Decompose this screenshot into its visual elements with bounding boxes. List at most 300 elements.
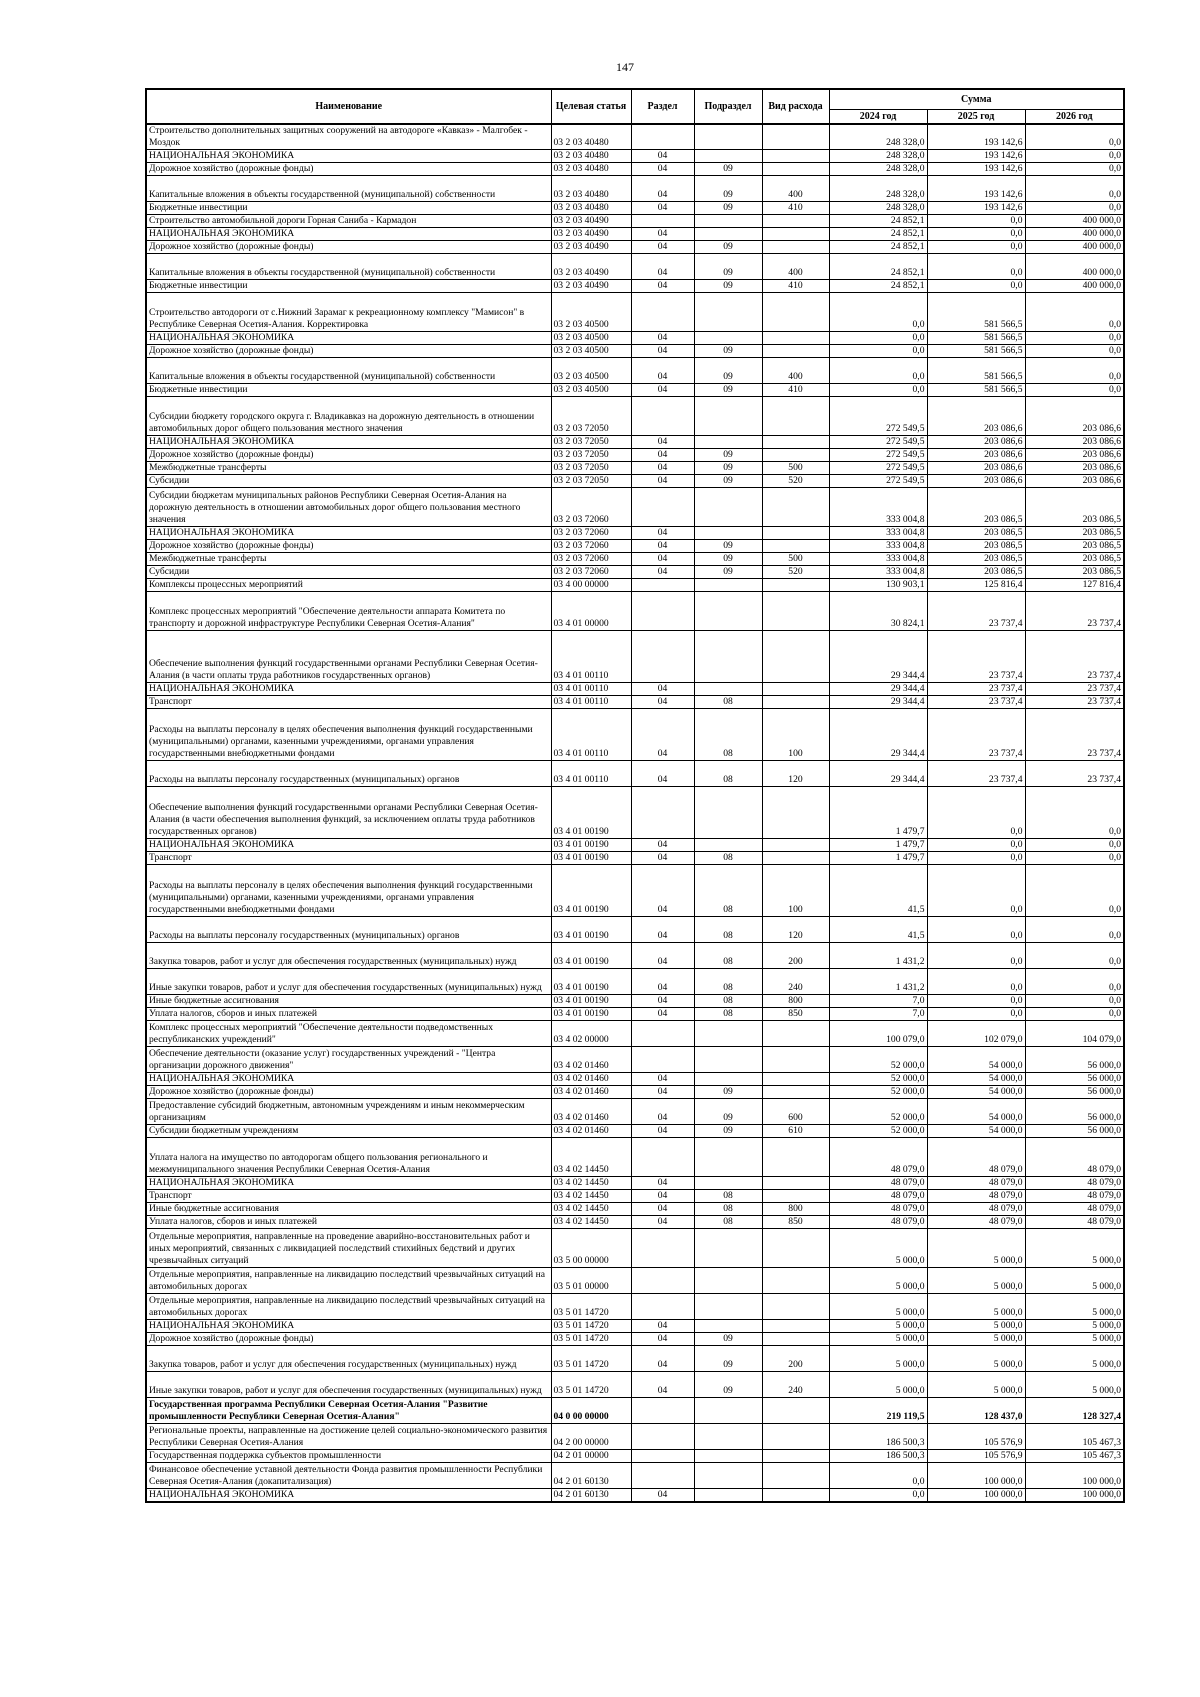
row-target-code: 03 2 03 40490: [551, 254, 631, 280]
row-target-code: 03 5 01 14720: [551, 1320, 631, 1333]
row-sum-2025: 203 086,5: [927, 540, 1025, 553]
row-expense-type: 850: [762, 1008, 829, 1021]
row-expense-type: [762, 1294, 829, 1320]
row-name: Государственная программа Республики Северная Осетия-Алания "Развитие промышленности Республики Северная Осетия-Алания": [146, 1398, 551, 1424]
row-target-code: 03 4 02 00000: [551, 1021, 631, 1047]
row-expense-type: [762, 1333, 829, 1346]
row-sum-2024: 30 824,1: [829, 592, 927, 631]
table-row: [146, 1372, 1124, 1398]
row-expense-type: 120: [762, 761, 829, 787]
row-subsection: [694, 124, 762, 150]
table-row: [146, 969, 1124, 995]
row-target-code: 03 2 03 40500: [551, 293, 631, 332]
row-sum-2025: 5 000,0: [927, 1229, 1025, 1268]
row-sum-2026: 0,0: [1025, 163, 1124, 176]
row-subsection: 09: [694, 475, 762, 488]
header-sum: Сумма: [829, 89, 1124, 109]
row-target-code: 03 4 01 00190: [551, 787, 631, 839]
row-sum-2025: 203 086,5: [927, 553, 1025, 566]
row-target-code: 03 2 03 72060: [551, 540, 631, 553]
row-target-code: 03 2 03 40500: [551, 358, 631, 384]
row-sum-2025: 203 086,6: [927, 436, 1025, 449]
row-section: 04: [631, 254, 694, 280]
row-subsection: 09: [694, 566, 762, 579]
table-row: [146, 228, 1124, 241]
row-sum-2024: 7,0: [829, 995, 927, 1008]
row-subsection: 09: [694, 202, 762, 215]
table-row: [146, 293, 1124, 332]
row-section: [631, 631, 694, 683]
row-sum-2025: 100 000,0: [927, 1463, 1025, 1489]
row-subsection: [694, 579, 762, 592]
row-sum-2024: 272 549,5: [829, 436, 927, 449]
row-name: Транспорт: [146, 1190, 551, 1203]
row-subsection: 08: [694, 943, 762, 969]
row-name: Обеспечение деятельности (оказание услуг) государственных учреждений - "Центра организации дорожного движения": [146, 1047, 551, 1073]
row-sum-2024: 29 344,4: [829, 696, 927, 709]
row-sum-2025: 0,0: [927, 969, 1025, 995]
table-row: [146, 124, 1124, 150]
row-target-code: 03 4 01 00190: [551, 943, 631, 969]
row-section: 04: [631, 436, 694, 449]
row-name: Иные бюджетные ассигнования: [146, 995, 551, 1008]
table-row: [146, 345, 1124, 358]
row-sum-2025: 0,0: [927, 280, 1025, 293]
header-target: Целевая статья: [551, 89, 631, 124]
row-sum-2026: 203 086,5: [1025, 527, 1124, 540]
row-section: 04: [631, 1073, 694, 1086]
row-sum-2026: 5 000,0: [1025, 1268, 1124, 1294]
row-sum-2025: 102 079,0: [927, 1021, 1025, 1047]
row-sum-2025: 105 576,9: [927, 1424, 1025, 1450]
row-expense-type: [762, 163, 829, 176]
row-name: Расходы на выплаты персоналу государственных (муниципальных) органов: [146, 917, 551, 943]
row-sum-2025: 105 576,9: [927, 1450, 1025, 1463]
row-subsection: [694, 527, 762, 540]
row-sum-2024: 100 079,0: [829, 1021, 927, 1047]
row-subsection: [694, 397, 762, 436]
row-sum-2024: 5 000,0: [829, 1372, 927, 1398]
row-target-code: 03 4 01 00110: [551, 709, 631, 761]
table-row: [146, 761, 1124, 787]
table-row: [146, 1216, 1124, 1229]
row-section: 04: [631, 202, 694, 215]
row-expense-type: [762, 1489, 829, 1503]
row-subsection: [694, 1463, 762, 1489]
row-sum-2024: 5 000,0: [829, 1320, 927, 1333]
row-sum-2026: 203 086,6: [1025, 449, 1124, 462]
row-sum-2024: 5 000,0: [829, 1268, 927, 1294]
row-sum-2024: 333 004,8: [829, 488, 927, 527]
row-name: Уплата налога на имущество по автодорогам общего пользования регионального и межмуниципального значения Республики Северная Осетия-Алания: [146, 1138, 551, 1177]
row-subsection: [694, 683, 762, 696]
table-row: [146, 449, 1124, 462]
row-sum-2025: 193 142,6: [927, 163, 1025, 176]
table-row: [146, 683, 1124, 696]
row-target-code: 03 4 01 00110: [551, 683, 631, 696]
row-sum-2024: 333 004,8: [829, 553, 927, 566]
row-target-code: 03 2 03 72060: [551, 527, 631, 540]
row-expense-type: [762, 839, 829, 852]
row-target-code: 03 2 03 72050: [551, 436, 631, 449]
row-expense-type: [762, 787, 829, 839]
row-sum-2024: 1 479,7: [829, 787, 927, 839]
row-name: Расходы на выплаты персоналу в целях обеспечения выполнения функций государственными (муниципальными) органами, казенными учреждениями, органами управления государственными внебюджетными фондами: [146, 709, 551, 761]
row-target-code: 03 2 03 40500: [551, 332, 631, 345]
row-subsection: [694, 228, 762, 241]
row-sum-2024: 1 431,2: [829, 943, 927, 969]
row-target-code: 03 2 03 40480: [551, 202, 631, 215]
row-sum-2025: 193 142,6: [927, 124, 1025, 150]
row-target-code: 04 2 01 00000: [551, 1450, 631, 1463]
row-subsection: [694, 293, 762, 332]
row-sum-2026: 400 000,0: [1025, 215, 1124, 228]
row-target-code: 03 4 01 00110: [551, 631, 631, 683]
row-section: 04: [631, 449, 694, 462]
row-section: 04: [631, 345, 694, 358]
row-sum-2024: 24 852,1: [829, 280, 927, 293]
table-row: [146, 1138, 1124, 1177]
row-target-code: 03 2 03 72060: [551, 488, 631, 527]
table-row: [146, 787, 1124, 839]
row-sum-2024: 24 852,1: [829, 215, 927, 228]
row-target-code: 03 4 02 01460: [551, 1073, 631, 1086]
table-row: [146, 241, 1124, 254]
row-sum-2024: 52 000,0: [829, 1073, 927, 1086]
table-row: [146, 1424, 1124, 1450]
row-target-code: 03 2 03 40490: [551, 228, 631, 241]
row-name: Отдельные мероприятия, направленные на проведение аварийно-восстановительных работ и иных мероприятий, связанных с ликвидацией последствий стихийных бедствий и других чрезвычайных ситуаций: [146, 1229, 551, 1268]
row-subsection: 09: [694, 1333, 762, 1346]
row-sum-2025: 23 737,4: [927, 631, 1025, 683]
row-target-code: 03 5 00 00000: [551, 1229, 631, 1268]
row-target-code: 03 2 03 40480: [551, 176, 631, 202]
header-section: Раздел: [631, 89, 694, 124]
header-subsection: Подраздел: [694, 89, 762, 124]
row-sum-2025: 0,0: [927, 943, 1025, 969]
table-row: [146, 1346, 1124, 1372]
row-expense-type: [762, 397, 829, 436]
row-sum-2026: 5 000,0: [1025, 1229, 1124, 1268]
row-sum-2025: 203 086,6: [927, 449, 1025, 462]
row-section: 04: [631, 540, 694, 553]
row-sum-2026: 48 079,0: [1025, 1216, 1124, 1229]
row-target-code: 03 4 01 00000: [551, 592, 631, 631]
row-subsection: [694, 1021, 762, 1047]
table-row: [146, 1268, 1124, 1294]
row-sum-2026: 100 000,0: [1025, 1489, 1124, 1503]
row-target-code: 03 4 01 00190: [551, 852, 631, 865]
table-row: [146, 1086, 1124, 1099]
row-sum-2025: 581 566,5: [927, 345, 1025, 358]
row-name: Капитальные вложения в объекты государственной (муниципальной) собственности: [146, 176, 551, 202]
row-sum-2024: 186 500,3: [829, 1450, 927, 1463]
row-sum-2025: 0,0: [927, 865, 1025, 917]
row-subsection: 09: [694, 1099, 762, 1125]
row-sum-2024: 29 344,4: [829, 709, 927, 761]
row-sum-2025: 0,0: [927, 839, 1025, 852]
row-sum-2025: 5 000,0: [927, 1294, 1025, 1320]
row-name: Капитальные вложения в объекты государственной (муниципальной) собственности: [146, 358, 551, 384]
row-sum-2024: 0,0: [829, 293, 927, 332]
row-section: 04: [631, 839, 694, 852]
row-sum-2024: 7,0: [829, 1008, 927, 1021]
row-subsection: 08: [694, 1008, 762, 1021]
row-name: НАЦИОНАЛЬНАЯ ЭКОНОМИКА: [146, 436, 551, 449]
row-sum-2025: 0,0: [927, 995, 1025, 1008]
row-name: НАЦИОНАЛЬНАЯ ЭКОНОМИКА: [146, 683, 551, 696]
row-sum-2026: 400 000,0: [1025, 228, 1124, 241]
row-target-code: 04 2 01 60130: [551, 1489, 631, 1503]
row-sum-2025: 581 566,5: [927, 358, 1025, 384]
row-target-code: 04 2 01 60130: [551, 1463, 631, 1489]
row-sum-2024: 52 000,0: [829, 1047, 927, 1073]
row-expense-type: [762, 488, 829, 527]
row-name: Дорожное хозяйство (дорожные фонды): [146, 345, 551, 358]
row-name: НАЦИОНАЛЬНАЯ ЭКОНОМИКА: [146, 228, 551, 241]
row-expense-type: [762, 1450, 829, 1463]
row-target-code: 03 2 03 40500: [551, 345, 631, 358]
row-target-code: 03 4 01 00110: [551, 761, 631, 787]
row-name: Закупка товаров, работ и услуг для обеспечения государственных (муниципальных) нужд: [146, 1346, 551, 1372]
row-subsection: 08: [694, 995, 762, 1008]
table-row: [146, 709, 1124, 761]
row-sum-2024: 0,0: [829, 1463, 927, 1489]
row-sum-2026: 0,0: [1025, 839, 1124, 852]
row-sum-2024: 24 852,1: [829, 254, 927, 280]
header-2025: 2025 год: [927, 109, 1025, 124]
table-row: [146, 1177, 1124, 1190]
row-subsection: [694, 332, 762, 345]
row-sum-2025: 581 566,5: [927, 293, 1025, 332]
row-subsection: [694, 436, 762, 449]
row-subsection: [694, 1450, 762, 1463]
row-sum-2026: 400 000,0: [1025, 254, 1124, 280]
row-target-code: 03 5 01 14720: [551, 1294, 631, 1320]
row-section: 04: [631, 566, 694, 579]
row-name: Субсидии: [146, 475, 551, 488]
row-name: Закупка товаров, работ и услуг для обеспечения государственных (муниципальных) нужд: [146, 943, 551, 969]
row-subsection: [694, 839, 762, 852]
row-sum-2024: 48 079,0: [829, 1203, 927, 1216]
row-name: НАЦИОНАЛЬНАЯ ЭКОНОМИКА: [146, 1073, 551, 1086]
row-sum-2025: 23 737,4: [927, 696, 1025, 709]
row-sum-2026: 0,0: [1025, 358, 1124, 384]
row-section: [631, 293, 694, 332]
row-sum-2026: 105 467,3: [1025, 1450, 1124, 1463]
row-section: 04: [631, 696, 694, 709]
row-target-code: 03 4 01 00190: [551, 917, 631, 943]
row-sum-2025: 48 079,0: [927, 1216, 1025, 1229]
row-expense-type: [762, 683, 829, 696]
row-subsection: [694, 1320, 762, 1333]
row-sum-2025: 0,0: [927, 852, 1025, 865]
row-sum-2025: 203 086,5: [927, 527, 1025, 540]
table-row: [146, 631, 1124, 683]
row-section: 04: [631, 462, 694, 475]
row-section: 04: [631, 1346, 694, 1372]
row-name: Комплекс процессных мероприятий "Обеспечение деятельности подведомственных республиканских учреждений": [146, 1021, 551, 1047]
row-sum-2024: 1 479,7: [829, 839, 927, 852]
row-section: 04: [631, 1320, 694, 1333]
table-row: [146, 397, 1124, 436]
row-expense-type: [762, 1086, 829, 1099]
row-sum-2024: 272 549,5: [829, 475, 927, 488]
row-target-code: 03 2 03 40480: [551, 124, 631, 150]
row-subsection: 09: [694, 176, 762, 202]
row-expense-type: [762, 345, 829, 358]
row-expense-type: 500: [762, 462, 829, 475]
table-row: [146, 215, 1124, 228]
row-subsection: 09: [694, 358, 762, 384]
row-expense-type: [762, 540, 829, 553]
row-sum-2025: 0,0: [927, 1008, 1025, 1021]
row-subsection: 08: [694, 696, 762, 709]
row-sum-2025: 23 737,4: [927, 761, 1025, 787]
row-sum-2026: 23 737,4: [1025, 696, 1124, 709]
row-sum-2026: 5 000,0: [1025, 1346, 1124, 1372]
row-expense-type: [762, 631, 829, 683]
table-row: [146, 1229, 1124, 1268]
row-name: Транспорт: [146, 852, 551, 865]
row-target-code: 03 2 03 72060: [551, 566, 631, 579]
row-sum-2026: 128 327,4: [1025, 1398, 1124, 1424]
row-subsection: 09: [694, 163, 762, 176]
table-row: [146, 995, 1124, 1008]
row-subsection: [694, 1073, 762, 1086]
row-sum-2025: 54 000,0: [927, 1086, 1025, 1099]
row-subsection: [694, 1047, 762, 1073]
row-expense-type: [762, 527, 829, 540]
row-sum-2024: 248 328,0: [829, 202, 927, 215]
row-name: Иные бюджетные ассигнования: [146, 1203, 551, 1216]
row-sum-2024: 333 004,8: [829, 540, 927, 553]
row-section: 04: [631, 358, 694, 384]
header-2026: 2026 год: [1025, 109, 1124, 124]
row-subsection: [694, 1424, 762, 1450]
row-sum-2025: 54 000,0: [927, 1073, 1025, 1086]
row-target-code: 04 0 00 00000: [551, 1398, 631, 1424]
row-name: НАЦИОНАЛЬНАЯ ЭКОНОМИКА: [146, 527, 551, 540]
row-sum-2026: 23 737,4: [1025, 761, 1124, 787]
row-expense-type: [762, 1021, 829, 1047]
row-sum-2024: 24 852,1: [829, 228, 927, 241]
table-row: [146, 553, 1124, 566]
table-row: [146, 332, 1124, 345]
row-sum-2025: 0,0: [927, 917, 1025, 943]
row-sum-2024: 0,0: [829, 345, 927, 358]
row-target-code: 03 4 00 00000: [551, 579, 631, 592]
row-expense-type: 520: [762, 566, 829, 579]
row-section: 04: [631, 683, 694, 696]
row-sum-2025: 5 000,0: [927, 1333, 1025, 1346]
row-section: 04: [631, 280, 694, 293]
row-sum-2024: 272 549,5: [829, 462, 927, 475]
row-target-code: 03 2 03 72050: [551, 397, 631, 436]
row-subsection: [694, 215, 762, 228]
row-expense-type: [762, 436, 829, 449]
row-target-code: 03 2 03 40490: [551, 241, 631, 254]
row-sum-2025: 203 086,5: [927, 488, 1025, 527]
row-name: Капитальные вложения в объекты государственной (муниципальной) собственности: [146, 254, 551, 280]
row-subsection: 09: [694, 553, 762, 566]
row-sum-2025: 0,0: [927, 254, 1025, 280]
row-expense-type: [762, 1138, 829, 1177]
row-sum-2024: 29 344,4: [829, 683, 927, 696]
row-section: [631, 592, 694, 631]
row-name: Дорожное хозяйство (дорожные фонды): [146, 1333, 551, 1346]
row-section: [631, 1268, 694, 1294]
row-target-code: 03 2 03 72050: [551, 475, 631, 488]
row-section: 04: [631, 163, 694, 176]
row-sum-2025: 203 086,6: [927, 462, 1025, 475]
row-section: 04: [631, 995, 694, 1008]
row-sum-2025: 0,0: [927, 215, 1025, 228]
row-target-code: 03 4 02 01460: [551, 1086, 631, 1099]
row-target-code: 03 4 02 14450: [551, 1203, 631, 1216]
row-section: [631, 215, 694, 228]
table-row: [146, 254, 1124, 280]
row-section: 04: [631, 1190, 694, 1203]
row-expense-type: 200: [762, 1346, 829, 1372]
row-sum-2026: 0,0: [1025, 124, 1124, 150]
row-sum-2024: 333 004,8: [829, 566, 927, 579]
row-expense-type: [762, 852, 829, 865]
table-row: [146, 488, 1124, 527]
row-expense-type: 410: [762, 202, 829, 215]
row-name: Транспорт: [146, 696, 551, 709]
row-sum-2026: 48 079,0: [1025, 1177, 1124, 1190]
row-name: Межбюджетные трансферты: [146, 553, 551, 566]
row-sum-2024: 24 852,1: [829, 241, 927, 254]
row-subsection: 09: [694, 540, 762, 553]
row-sum-2024: 248 328,0: [829, 176, 927, 202]
row-name: Региональные проекты, направленные на достижение целей социально-экономического развития Республики Северная Осетия-Алания: [146, 1424, 551, 1450]
table-row: [146, 852, 1124, 865]
row-sum-2026: 48 079,0: [1025, 1138, 1124, 1177]
row-subsection: [694, 631, 762, 683]
row-name: Финансовое обеспечение уставной деятельности Фонда развития промышленности Республики Северная Осетия-Алания (докапитализация): [146, 1463, 551, 1489]
row-name: НАЦИОНАЛЬНАЯ ЭКОНОМИКА: [146, 839, 551, 852]
table-row: [146, 1073, 1124, 1086]
row-sum-2026: 100 000,0: [1025, 1463, 1124, 1489]
row-sum-2025: 5 000,0: [927, 1320, 1025, 1333]
row-expense-type: [762, 592, 829, 631]
row-section: 04: [631, 1099, 694, 1125]
row-sum-2024: 186 500,3: [829, 1424, 927, 1450]
row-sum-2024: 272 549,5: [829, 397, 927, 436]
row-sum-2026: 5 000,0: [1025, 1372, 1124, 1398]
row-sum-2026: 0,0: [1025, 150, 1124, 163]
row-expense-type: [762, 241, 829, 254]
row-target-code: 03 5 01 14720: [551, 1372, 631, 1398]
table-row: [146, 176, 1124, 202]
row-sum-2025: 0,0: [927, 228, 1025, 241]
row-sum-2025: 0,0: [927, 241, 1025, 254]
row-name: Дорожное хозяйство (дорожные фонды): [146, 163, 551, 176]
row-sum-2026: 23 737,4: [1025, 709, 1124, 761]
row-subsection: [694, 150, 762, 163]
row-sum-2026: 0,0: [1025, 384, 1124, 397]
row-sum-2025: 128 437,0: [927, 1398, 1025, 1424]
row-target-code: 03 4 02 14450: [551, 1190, 631, 1203]
table-row: [146, 358, 1124, 384]
row-section: 04: [631, 176, 694, 202]
row-section: 04: [631, 384, 694, 397]
row-sum-2025: 23 737,4: [927, 592, 1025, 631]
row-expense-type: 100: [762, 865, 829, 917]
row-expense-type: [762, 1177, 829, 1190]
